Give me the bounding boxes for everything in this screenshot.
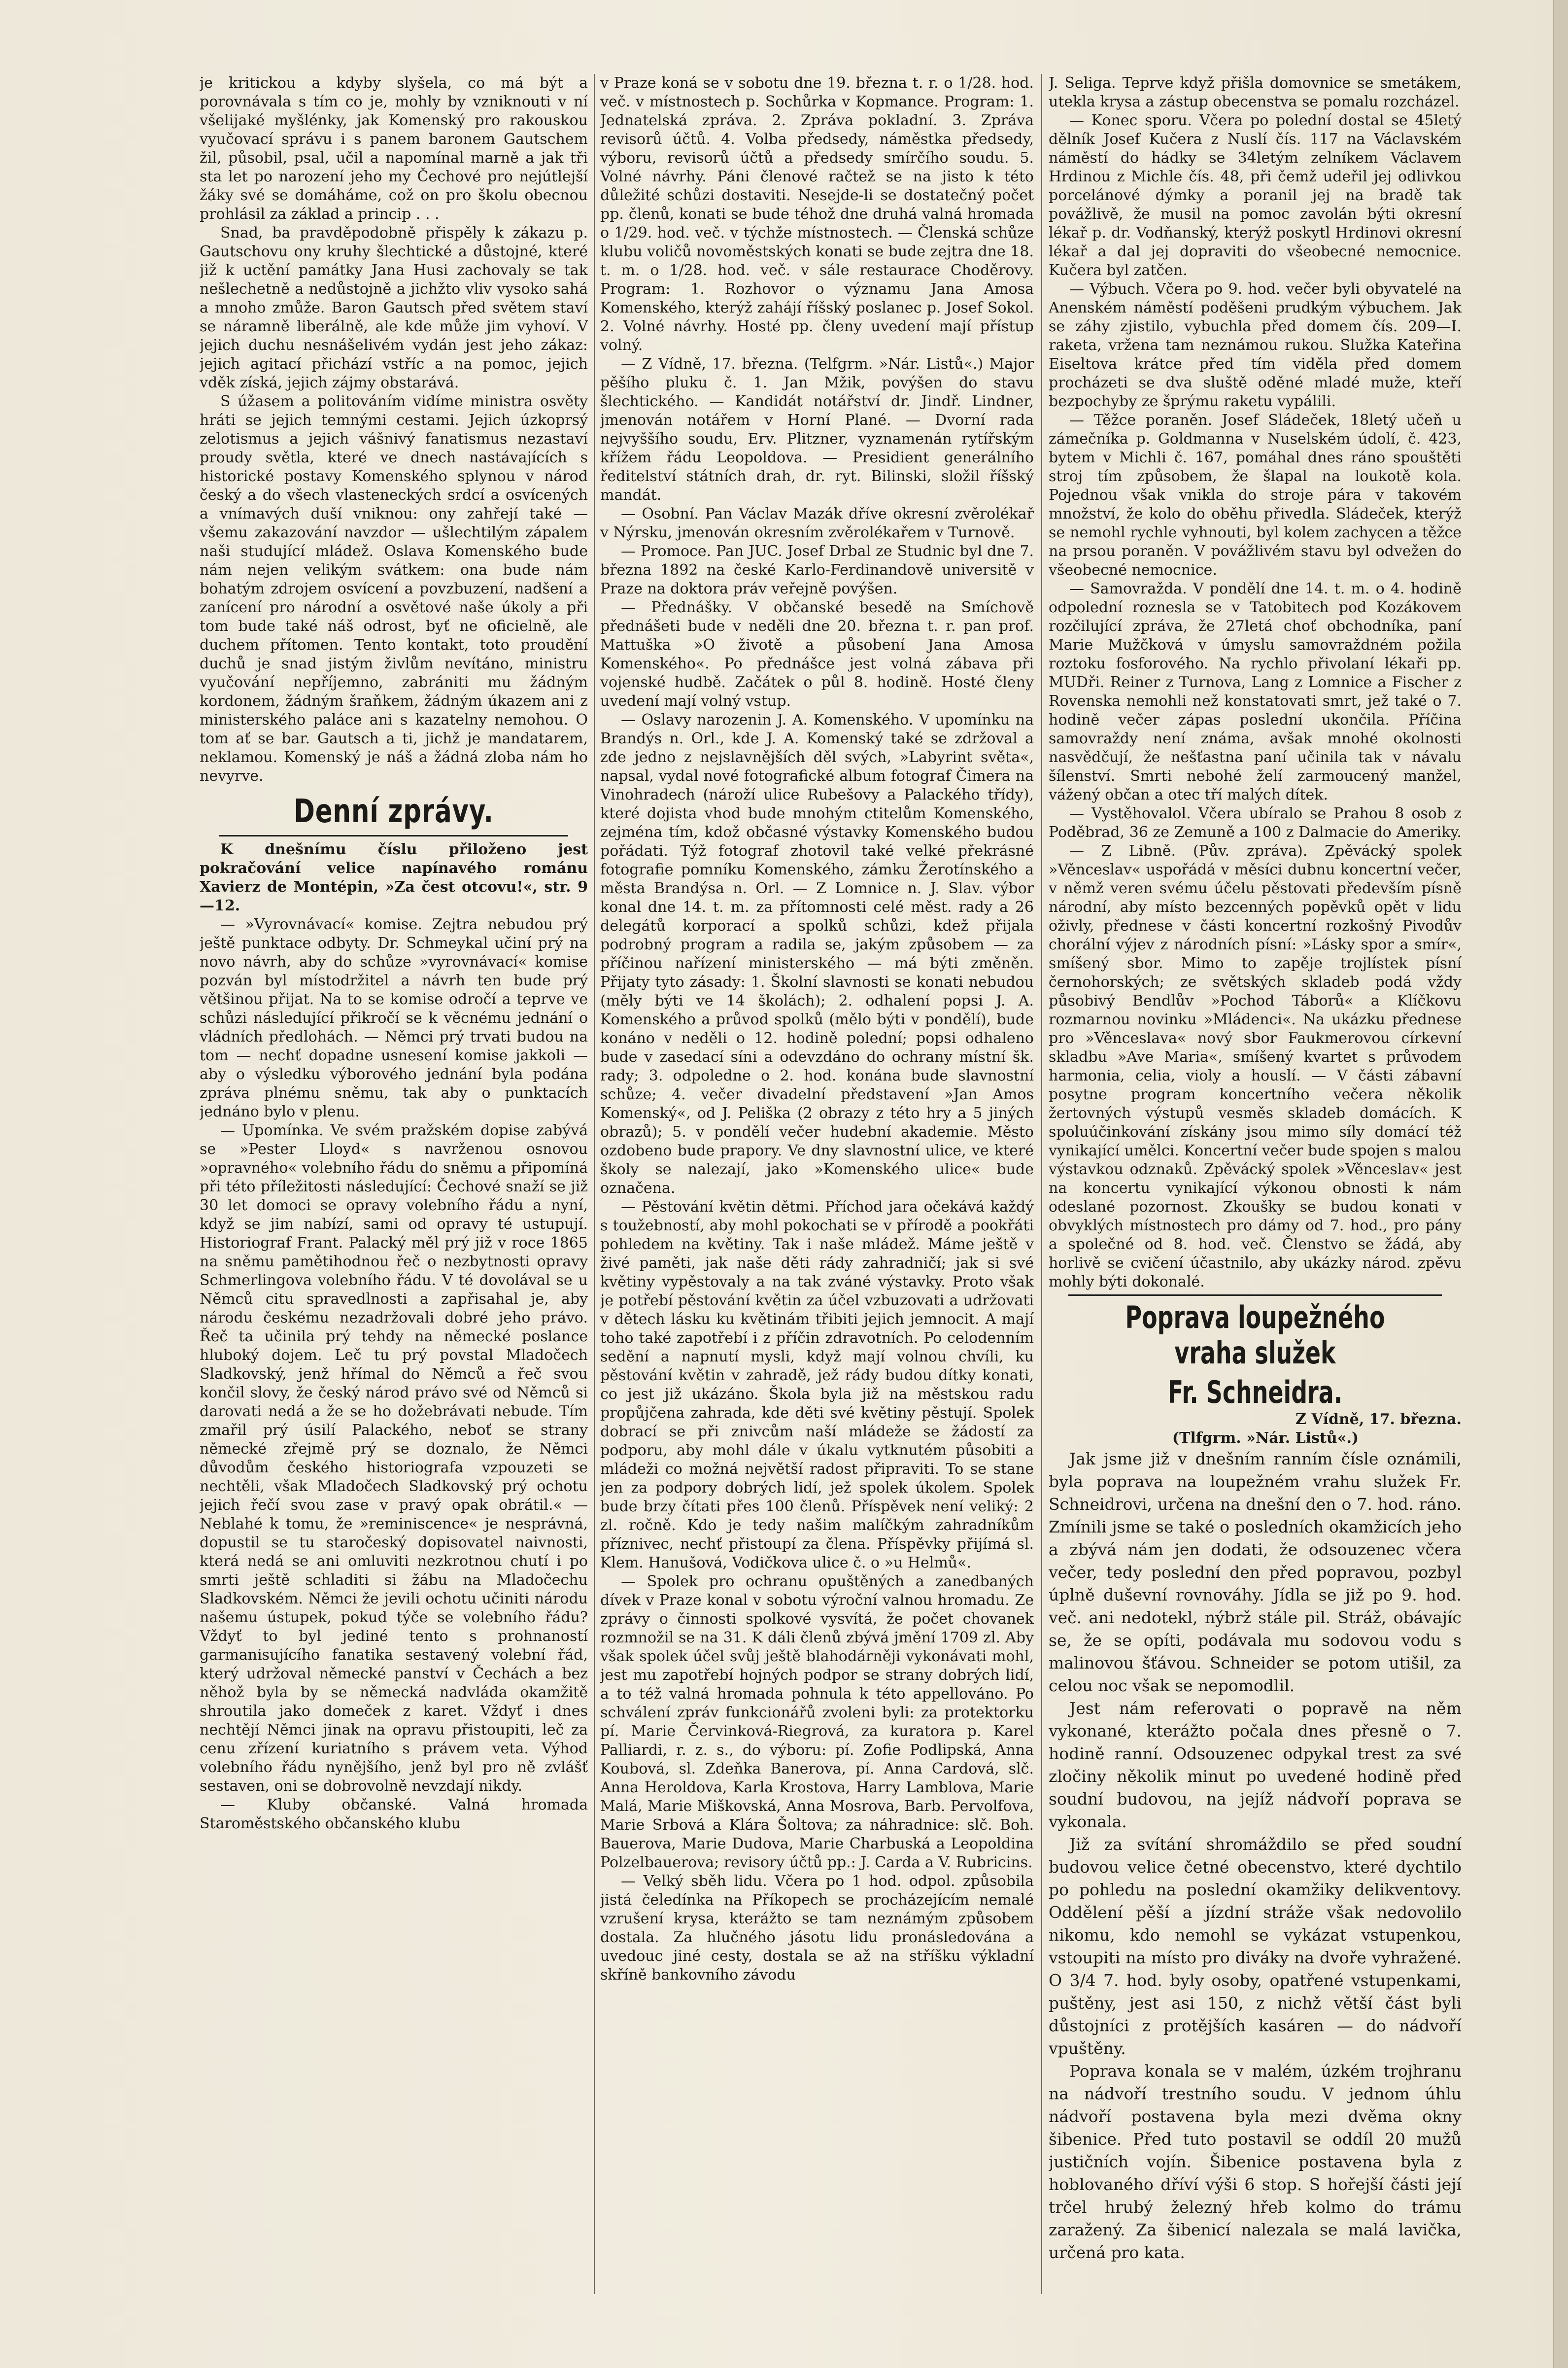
paragraph: K dnešnímu číslu přiloženo jest pokračování velice napínavého románu Xavierz de Montépin, »Za čest otcovu!«, str. 9—12. [200,841,588,914]
column-rule [1041,74,1042,2294]
column-rule [594,74,595,2294]
paragraph: — Výbuch. Včera po 9. hod. večer byli obyvatelé na Anenském náměstí poděšeni prudkým výbuchem. Jak se záhy zjistilo, vybuchla před domem čís. 209—I. raketa, vržena tam neznámou rukou. Služka Kateřina Eiseltova krátce před tím viděla před domem procházeti se dva sluště oděné mladé muže, kteří bezpochyby ze šprýmu raketu vypálili. [1049,280,1462,410]
section-rule [219,835,568,836]
paragraph: — Upomínka. Ve svém pražském dopise zabývá se »Pester Lloyd« s navrženou osnovou »opravného« volebního řádu do sněmu a připomíná při této příležitosti následující: Čechové snaží se již 30 let domoci se opravy volebního řádu a nyní, když se jim nabízí, sami od opravy té ustupují. Historiograf Frant. Palacký měl prý již v roce 1865 na sněmu pamětihodnou řeč o nezbytnosti opravy Schmerlingova volebního řádu. V té dovolával se u Němců citu spravedlnosti a zapřisahal je, aby národu českému nezadržovali dobré jeho právo. Řeč ta učinila prý tehdy na německé poslance hluboký dojem. Leč tu prý povstal Mladočech Sladkovský, jenž hřímal do Němců a řeč svou končil slovy, že český národ právo své od Němců si darovati nedá a že se ho dožebrávati nebude. Tím zmařil prý úsilí Palackého, neboť se strany německé zřejmě prý se doznalo, že Němci důvodům českého historiografa vzpouzeti se nechtěli, však Mladočech Sladkovský prý ochotu jejich řečí svou zase v pravý opak obrátil.« — Neblahé k tomu, že »reminiscence« je nesprávná, dopustil se tu staročeský dopisovatel naivnosti, která nedá se ani omluviti nezkrotnou chutí i po smrti ještě schladiti si žábu na Mladočechu Sladkovském. Němci že jevili ochotu učiniti národu našemu ústupek, pokud týče se volebního řádu? Vždyť to byl jediné tento s prohnaností garmanisujícího fanatika sestavený volební řád, který udržoval německé panství v Čechách a bez něhož byla by se německá nadvláda okamžitě shroutila jako domeček z karet. Vždyť i dnes nechtějí Němci jinak na opravu přistoupiti, leč za cenu zřízení kuriatního s právem veta. Výhod volebního řádu nynějšího, jenž byl pro ně zvlášť sestaven, oni se dobrovolně nevzdají nikdy. [200,1122,588,1795]
paragraph: Poprava konala se v malém, úzkém trojhranu na nádvoří trestního soudu. V jednom úhlu nádvoří postavena byla mezi dvěma okny šibenice. Před tuto postavil se oddíl 20 mužů justičních vojín. Šibenice postavena byla z hoblovaného dříví výši 6 stop. S hořejší části její trčel hrubý železný hřeb kolmo do trámu zaražený. Za šibenicí nalezala se malá lavička, určená pro kata. [1049,2061,1462,2262]
article-rule [1068,1294,1442,1296]
paragraph: — Samovražda. V pondělí dne 14. t. m. o 4. hodině odpolední roznesla se v Tatobitech pod Kozákovem rozčilující zpráva, že 27letá choť obchodníka, paní Marie Mužčková v úmyslu samovraždném požila roztoku fosforového. Na rychlo přivolaní lékaři pp. MUDři. Reiner z Turnova, Lang z Lomnice a Fischer z Rovenska nemohli než konstatovati smrt, jež také o 7. hodině večer zápas poslední ukončila. Příčina samovraždy není známa, avšak mnohé okolnosti nasvědčují, že nešťastna paní učinila tak v návalu šílenství. Smrti nebohé želí zarmoucený manžel, vážený občan a otec tří malých dítek. [1049,580,1462,803]
paragraph: — Z Libně. (Pův. zpráva). Zpěvácký spolek »Věnceslav« uspořádá v měsíci dubnu koncertní večer, v němž veren svému účelu pěstovati především písně národní, aby místo bezcenných popěvků opět v lidu oživly, přednese v části koncertní rozkošný Pivodův chorální výjev z národních písní: »Lásky spor a smír«, smíšený sbor. Mimo to zapěje trojlístek písní černohorských; ze světských skladeb podá vždy působivý Bendlův »Pochod Táborů« a Klíčkovu rozmarnou novinku »Mládenci«. Na ukázku přednese pro »Věnceslava« nový sbor Faukmerovou církevní skladbu »Ave Maria«, smíšený kvartet s průvodem harmonia, celia, violy a houslí. — V části zábavní posytne program koncertního večera několik žertovných výstupů vesměs skladeb domácích. K spoluúčinkování získány jsou mimo síly domácí též vynikající umělci. Koncertní večer bude spojen s malou výstavkou odznaků. Zpěvácký spolek »Věnceslav« jest na koncertu vynikající výkonou obnosti k nám odeslané pozornost. Zkoušky se budou konati v obvyklých místnostech pro dámy od 7. hod., pro pány a společné od 8. hod. več. Členstvo se žádá, aby horlivě se cvičení účastnilo, aby ukázky národ. zpěvu mohly býti dokonalé. [1049,842,1462,1290]
paragraph: — Kluby občanské. Valná hromada Staroměstského občanského klubu [200,1796,588,1832]
paragraph: — Vystěhovalol. Včera ubíralo se Prahou 8 osob z Poděbrad, 36 ze Zemuně a 100 z Dalmacie do Ameriky. [1049,805,1462,841]
paragraph: — Velký sběh lidu. Včera po 1 hod. odpol. způsobila jistá čeledínka na Příkopech se procházejícím nemalé vzrušení krysa, kterážto se tam neznámým způsobem dostala. Za hlučného jásotu lidu pronásledována a uvedouc jiné cesty, dostala se až na stříšku výkladní skříně bankovního závodu [600,1873,1034,1984]
column-2 [600,74,1034,2294]
article-headline-name: Fr. Schneidra. [1167,1374,1343,1410]
paragraph: — Spolek pro ochranu opuštěných a zanedbaných dívek v Praze konal v sobotu výroční valnou hromadu. Ze zprávy o činnosti spolkové vysvítá, že počet chovanek rozmnožil se na 31. K dáli členů zbývá jmění 1709 zl. Aby však spolek účel svůj ještě blahodárněji vykonávati mohl, jest mu zapotřebí hojných podpor se strany dobrých lidí, a to též valná hromada pohnula k této appellováno. Po schválení zpráv funkcionářů zvoleni byli: za protektorku pí. Marie Červinková-Riegrová, za kuratora p. Karel Palliardi, r. z. s., do výboru: pí. Zofie Podlipská, Anna Koubová, sl. Zdeňka Banerova, pí. Anna Cardová, slč. Anna Heroldova, Karla Krostova, Harry Lamblova, Marie Malá, Marie Miškovská, Anna Mosrova, Barb. Pervolfova, Marie Srbová a Klára Šoltova; za náhradnice: slč. Boh. Bauerova, Marie Dudova, Marie Charbuská a Leopoldina Polzelbauerova; revisory účtů pp.: J. Carda a V. Rubricins. [600,1573,1034,1871]
paragraph: — Oslavy narozenin J. A. Komenského. V upomínku na Brandýs n. Orl., kde J. A. Komenský také se zdržoval a zde jedno z nejslavnějších děl svých, »Labyrint světa«, napsal, vydal nové fotografické album fotograf Čimera na Vinohradech (nároží ulice Rubešovy a Palackého třídy), které dojista vhod bude mnohým ctitelům Komenského, zejména tím, kdož občasné výstavky Komenského budou pořádati. Týž fotograf zhotovil také velké překrásné fotografie pomníku Komenského, zámku Žerotínského a města Brandýsa n. Orl. — Z Lomnice n. J. Slav. výbor konal dne 14. t. m. za přítomnosti celé měst. rady a 26 delegátů korporací a spolků schůzi, kdež přijala podrobný program a radila se, jakým způsobem — za příčinou nařízení ministerského — má býti změněn. Přijaty tyto zásady: 1. Školní slavnosti se konati nebudou (měly býti ve 14 školách); 2. odhalení popsi J. A. Komenského a průvod spolků (mělo býti v pondělí), bude konáno v neděli o 12. hodině polední; popsi odhaleno bude v zasedací síni a odevzdáno do ochrany místní šk. rady; 3. odpoledne o 2. hod. konána bude slavnostní schůze; 4. večer divadelní představení »Jan Amos Komenský«, od J. Peliška (2 obrazy z této hry a 5 jiných obrazů); 5. v pondělí večer hudební akademie. Město ozdobeno bude prapory. Ve dny slavnostní ulice, ve které školy se nalezají, jako »Komenského ulice« bude označena. [600,711,1034,1197]
paragraph: — Osobní. Pan Václav Mazák dříve okresní zvěrolékař v Nýrsku, jmenován okresním zvěrolékařem v Turnově. [600,505,1034,541]
section-title: Denní zprávy. [294,792,494,830]
paragraph: v Praze koná se v sobotu dne 19. března t. r. o 1/28. hod. več. v místnostech p. Sochůrka v Kopmance. Program: 1. Jednatelská zpráva. 2. Zpráva pokladní. 3. Zpráva revisorů účtů. 4. Volba předsedy, náměstka předsedy, výboru, revisorů účtů a předsedy smírčího soudu. 5. Volné návrhy. Páni členové račtež se na jisto k této důležité schůzi dostaviti. Nesejde-li se dostatečný počet pp. členů, konati se bude téhož dne druhá valná hromada o 1/29. hod. več. v týchže místnostech. — Členská schůze klubu voličů novoměstských konati se bude zejtra dne 18. t. m. o 1/28. hod. več. v sále restaurace Choděrovy. Program: 1. Rozhovor o významu Jana Amosa Komenského, kterýž zahájí říšský poslanec p. Josef Sokol. 2. Volné návrhy. Hosté pp. členy uvedení mají přístup volný. [600,74,1034,354]
article-dateline: Z Vídně, 17. března. [1295,1411,1462,1428]
paragraph: S úžasem a politováním vidíme ministra osvěty hráti se jejich temnými cestami. Jejich úzkoprsý zelotismus a jejich vášnivý fanatismus nezastaví proudy světla, které ve dnech nastávajících s historické postavy Komenského splynou v národ český a do všech vlasteneckých srdcí a osvícených a vnímavých duší vniknou: ony zahřejí také — všemu zakazování navzdor — ušlechtilým zápalem naši studující mládež. Oslava Komenského bude nám nejen velikým svátkem: ona bude nám bohatým zdrojem osvícení a povzbuzení, nadšení a zanícení pro národní a osvětové naše úkoly a při tom bude také náš odrost, byť ne oficielně, ale duchem přítomen. Tento kontakt, toto proudění duchů je snad jistým živlům nevítáno, ministru vyučování nepříjemno, zabrániti mu žádným kordonem, žádným šraňkem, žádným úkazem ani z ministerského paláce ani s kazatelny nemohou. O tom ať se bar. Gautsch a ti, jichž je mandatarem, neklamou. Komenský je náš a žádná zloba nám ho nevyrve. [200,393,588,785]
page-edge [1553,0,1568,2368]
paragraph: — »Vyrovnávací« komise. Zejtra nebudou prý ještě punktace odbyty. Dr. Schmeykal učiní prý na novo návrh, aby do schůze »vyrovnávací« komise pozván byl místodržitel a návrh ten bude prý většinou přijat. Na to se komise odročí a teprve ve schůzi následující přikročí se k věcnému jednání o vládních předlohách. — Němci prý trvati budou na tom — nechť dopadne usnesení komise jakkoli — aby o výsledku výborového jednání byla podána zpráva plnému sněmu, tak aby o punktacích jednáno bylo v plenu. [200,916,588,1120]
article-body [1049,1448,1462,2264]
paragraph: Již za svítání shromáždilo se před soudní budovou velice četné obecenstvo, které dychtilo po pohledu na poslední okamžiky delikventovy. Oddělení pěší a jízdní stráže však nedovolilo nikomu, kdo nemohl se vykázat vstupenkou, vstoupiti na místo pro diváky na dvoře vyhražené. O 3/4 7. hod. byly osoby, opatřené vstupenkami, puštěny, jest asi 150, z nichž větší část byli důstojníci z protějších kasáren — do nádvoří vpuštěny. [1049,1835,1462,2058]
paragraph: — Promoce. Pan JUC. Josef Drbal ze Studnic byl dne 7. března 1892 na české Karlo-Ferdinandově universitě v Praze na doktora práv veřejně povýšen. [600,543,1034,597]
paragraph: — Z Vídně, 17. března. (Telfgrm. »Nár. Listů«.) Major pěšího pluku č. 1. Jan Mžik, povýšen do stavu šlechtického. — Kandidát notářství dr. Jindř. Lindner, jmenován notářem v Horní Plané. — Dvorní rada nejvyššího soudu, Erv. Plitzner, vyznamenán rytířským křížem řádu Leopoldova. — Presidient generálního ředitelství státních drah, dr. ryt. Bilinski, složil říšský mandát. [600,355,1034,504]
paragraph: — Těžce poraněn. Josef Sládeček, 18letý učeň u zámečníka p. Goldmanna v Nuselském údolí, č. 423, bytem v Michli č. 167, pomáhal dnes ráno spouštěti stroj tím způsobem, že šlapal na loukotě kola. Pojednou však vnikla do stroje pára v takovém množství, že kolo do oběhu přivedla. Sládeček, kterýž se nemohl rychle vyhnouti, byl kolem zachycen a těžce na prsou poraněn. V povážlivém stavu byl odvežen do všeobecné nemocnice. [1049,412,1462,579]
paragraph: — Konec sporu. Včera po polední dostal se 45letý dělník Josef Kučera z Nuslí čís. 117 na Václavském náměstí do hádky se 34letým zelníkem Václavem Hrdinou z Michle čís. 48, při čemž udeřil jej odlivkou porcelánové dýmky a poranil jej na bradě tak povážlivě, že musil na pomoc zavolán býti okresní lékař p. dr. Vodňanský, kterýž poskytl Hrdinovi okresní lékař a dal jej dopraviti do všeobecné nemocnice. Kučera byl zatčen. [1049,112,1462,279]
column-3 [1049,74,1462,2294]
paragraph: Jest nám referovati o popravě na něm vykonané, kterážto počala dnes přesně o 7. hodině ranní. Odsouzenec odpykal trest za své zločiny několik minut po uvedené hodině před soudní budovou, na jejíž nádvoří poprava se vykonala. [1049,1699,1462,1831]
paragraph: — Pěstování květin dětmi. Příchod jara očekává každý s toužebností, aby mohl pokochati se v přírodě a pookřáti pohledem na květiny. Tak i naše mládež. Máme ještě v živé paměti, jak naše děti rády zahradničí; jak si své květiny vypěstovaly a na tak zváné výstavky. Proto však je potřebí pěstování květin za účel vzbuzovati a udržovati v dětech lásku ku květinám třibiti jejich jemnocit. A mají toho také zapotřebí i z příčin zdravotních. Po celodenním sedění a napnutí mysli, když mají volnou chvíli, ku pěstování květin v zahradě, jež rády budou dítky konati, co jest již ukázáno. Škola byla již na městskou radu propůjčena zahrada, kde děti své květiny pěstují. Spolek dobrací se při znivcům naší mládeže se žádostí za podporu, aby mohl dále v úkalu vytknutém působiti a mládeži co možná největší radost připraviti. To se stane jen za podpory dobrých lidí, jež spolek úkolem. Spolek bude brzy čítati přes 100 členů. Příspěvek není veliký: 2 zl. ročně. Kdo je tedy našim malíčkým zahradníkům příznivec, nechť přistoupí za člena. Příspěvky přijímá sl. Klem. Hanušová, Vodičkova ulice č. o »u Helmů«. [600,1198,1034,1571]
article-headline: Poprava loupežného vraha služek [1125,1299,1385,1371]
paragraph: J. Seliga. Teprve když přišla domovnice se smetákem, utekla krysa a zástup obecenstva se pomalu rozcházel. [1049,74,1462,110]
paragraph: — Přednášky. V občanské besedě na Smíchově přednášeti bude v neděli dne 20. března t. r. pan prof. Mattuška »O životě a působení Jana Amosa Komenského«. Po přednášce jest volná zábava při vojenské hudbě. Začátek o půl 8. hodině. Hosté členy uvedení mají volný vstup. [600,599,1034,710]
paragraph: Jak jsme již v dnešním ranním čísle oznámili, byla poprava na loupežném vrahu služek Fr. Schneidrovi, určena na dnešní den o 7. hod. ráno. Zmínili jsme se také o posledních okamžicích jeho a zbývá nám jen dodati, že odsouzenec včera večer, tedy poslední den před popravou, pozbyl úplně duševní rovnováhy. Jídla se již po 9. hod. več. ani nedotekl, nýbrž stále pil. Stráž, obávajíc se, že se opíti, podávala mu sodovou vodu s malinovou šťávou. Schneider se potom utišil, za celou noc však se nepomodlil. [1049,1449,1462,1695]
paragraph: Snad, ba pravděpodobně přispěly k zákazu p. Gautschovu ony kruhy šlechtické a důstojné, které již k uctění památky Jana Husi zachovaly se tak nešlechetně a nedůstojně a jichžto vliv vysoko sahá a mnoho zmůže. Baron Gautsch před světem staví se náramně liberálně, ale kde může jim vyhoví. V jejich duchu nesnášelivém vydán jest jeho zákaz: jejich agitací přichází vstříc a na pomoc, jejich vděk získá, jejich zájmy obstarává. [200,224,588,391]
column-1 [200,74,588,2294]
paragraph: je kritickou a kdyby slyšela, co má být a porovnávala s tím co je, mohly by vzniknouti v ní všelijaké myšlénky, jak Komenský pro rakouskou vyučovací správu i s panem baronem Gautschem žil, působil, psal, učil a napomínal marně a jak tři sta let po narození jeho my Čechové pro nejútlejší žáky své se domáháme, což on pro školu obecnou prohlásil za základ a princip . . . [200,74,588,223]
article-byline: (Tlfgrm. »Nár. Listů«.) [1172,1429,1359,1447]
